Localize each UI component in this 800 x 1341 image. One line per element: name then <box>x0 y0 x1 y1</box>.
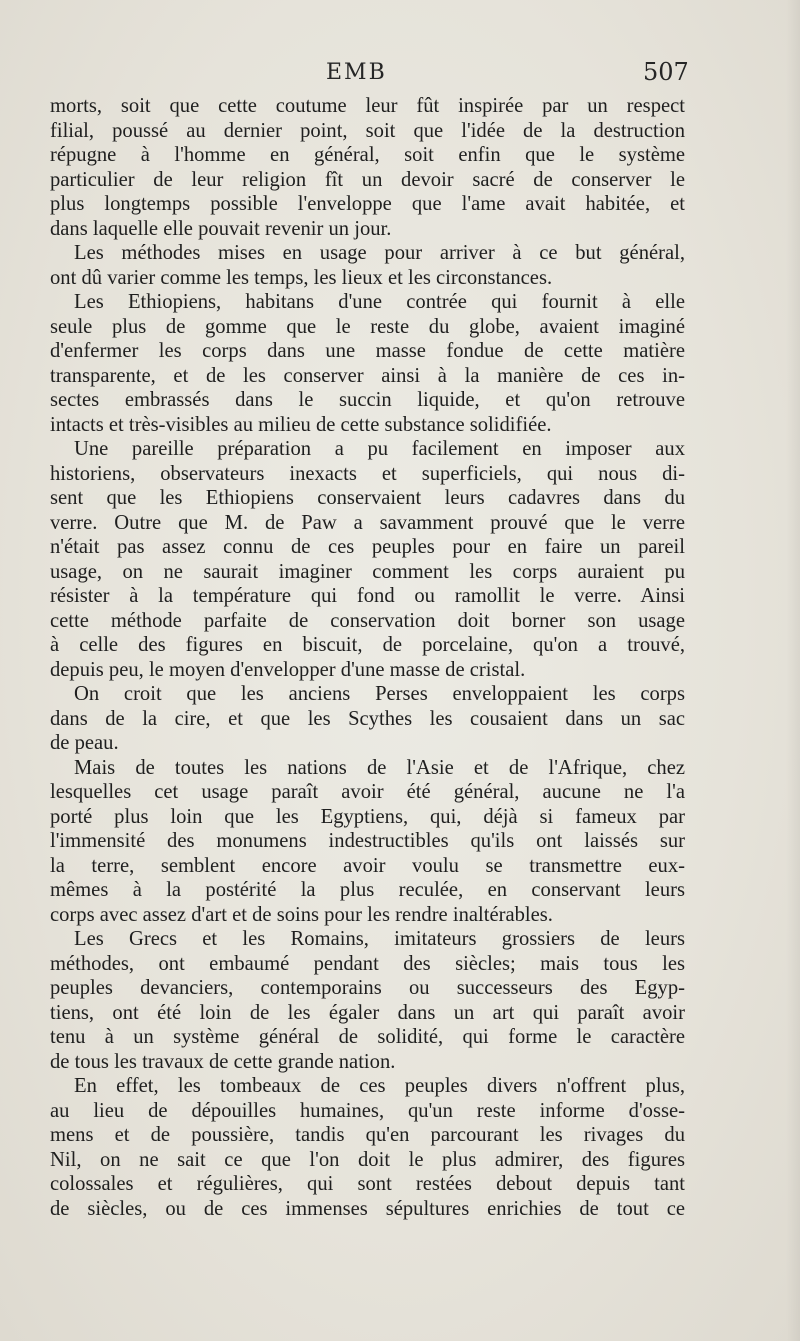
text-line: résister à la température qui fond ou ramollit le verre. Ainsi <box>50 585 685 607</box>
paragraph <box>50 437 685 682</box>
page-header <box>0 58 800 94</box>
text-line: au lieu de dépouilles humaines, qu'un reste informe d'osse- <box>50 1099 685 1122</box>
text-line: dans laquelle elle pouvait revenir un jour. <box>50 217 392 240</box>
text-line: dans de la cire, et que les Scythes les cousaient dans un sac <box>50 707 685 730</box>
paragraph <box>50 1074 685 1221</box>
text-line: morts, soit que cette coutume leur fût inspirée par un respect <box>50 95 685 117</box>
text-line: Les méthodes mises en usage pour arriver à ce but général, <box>74 242 685 264</box>
text-line: depuis peu, le moyen d'envelopper d'une masse de cristal. <box>50 658 526 681</box>
text-line: tenu à un système général de solidité, qui forme le caractère <box>50 1026 685 1048</box>
text-line: mêmes à la postérité la plus reculée, en conservant leurs <box>50 879 685 901</box>
text-line: corps avec assez d'art et de soins pour les rendre inaltérables. <box>50 903 553 926</box>
paragraph <box>50 682 685 756</box>
text-line: filial, poussé au dernier point, soit que l'idée de la destruction <box>50 119 685 142</box>
text-line: ont dû varier comme les temps, les lieux et les circonstances. <box>50 266 553 289</box>
text-line: peuples devanciers, contemporains ou successeurs des Egyp- <box>50 977 685 999</box>
text-line: de peau. <box>50 732 119 754</box>
text-line: colossales et régulières, qui sont restées debout depuis tant <box>50 1173 685 1195</box>
text-line: usage, on ne saurait imaginer comment les corps auraient pu <box>50 560 685 583</box>
text-line: porté plus loin que les Egyptiens, qui, déjà si fameux par <box>50 805 685 828</box>
text-line: En effet, les tombeaux de ces peuples divers n'offrent plus, <box>74 1075 685 1097</box>
text-line: transparente, et de les conserver ainsi à la manière de ces in- <box>50 364 685 387</box>
text-line: d'enfermer les corps dans une masse fondue de cette matière <box>50 340 685 362</box>
text-line: la terre, semblent encore avoir voulu se transmettre eux- <box>50 854 685 877</box>
text-line: particulier de leur religion fît un devoir sacré de conserver le <box>50 168 685 191</box>
paragraph <box>50 290 685 437</box>
text-line: n'était pas assez connu de ces peuples pour en faire un pareil <box>50 536 685 558</box>
text-line: lesquelles cet usage paraît avoir été général, aucune ne l'a <box>50 781 685 803</box>
text-line: cette méthode parfaite de conservation doit borner son usage <box>50 609 685 632</box>
text-line: de tous les travaux de cette grande nation. <box>50 1050 396 1073</box>
text-line: Mais de toutes les nations de l'Asie et de l'Afrique, chez <box>74 756 685 779</box>
text-line: intacts et très-visibles au milieu de cette substance solidifiée. <box>50 413 552 436</box>
paragraph <box>50 927 685 1074</box>
text-line: Les Ethiopiens, habitans d'une contrée qui fournit à elle <box>74 291 685 313</box>
text-line: verre. Outre que M. de Paw a savamment prouvé que le verre <box>50 511 685 534</box>
text-line: mens et de poussière, tandis qu'en parcourant les rivages du <box>50 1124 685 1146</box>
page-number: 507 <box>643 58 689 86</box>
text-line: tiens, ont été loin de les égaler dans un art qui paraît avoir <box>50 1001 685 1024</box>
text-line: On croit que les anciens Perses enveloppaient les corps <box>74 683 685 705</box>
text-line: à celle des figures en biscuit, de porcelaine, qu'on a trouvé, <box>50 634 685 656</box>
paragraph <box>50 756 685 928</box>
text-line: l'immensité des monumens indestructibles qu'ils ont laissés sur <box>50 830 685 852</box>
text-line: méthodes, ont embaumé pendant des siècles; mais tous les <box>50 952 685 975</box>
text-line: sectes embrassés dans le succin liquide, et qu'on retrouve <box>50 389 685 411</box>
text-line: répugne à l'homme en général, soit enfin que le système <box>50 144 685 166</box>
paragraph <box>50 241 685 290</box>
text-line: de siècles, ou de ces immenses sépultures enrichies de tout ce <box>50 1197 685 1220</box>
text-line: Nil, on ne sait ce que l'on doit le plus admirer, des figures <box>50 1148 685 1171</box>
text-line: historiens, observateurs inexacts et superficiels, qui nous di- <box>50 462 685 485</box>
page-edge-shadow <box>786 0 800 1341</box>
text-line: Les Grecs et les Romains, imitateurs grossiers de leurs <box>74 928 685 950</box>
body-text <box>50 94 685 1221</box>
paragraph <box>50 94 685 241</box>
text-line: seule plus de gomme que le reste du globe, avaient imaginé <box>50 315 685 338</box>
text-line: Une pareille préparation a pu facilement en imposer aux <box>74 438 685 460</box>
text-line: sent que les Ethiopiens conservaient leurs cadavres dans du <box>50 487 685 509</box>
running-head: EMB <box>326 60 387 85</box>
text-line: plus longtemps possible l'enveloppe que l'ame avait habitée, et <box>50 193 685 215</box>
